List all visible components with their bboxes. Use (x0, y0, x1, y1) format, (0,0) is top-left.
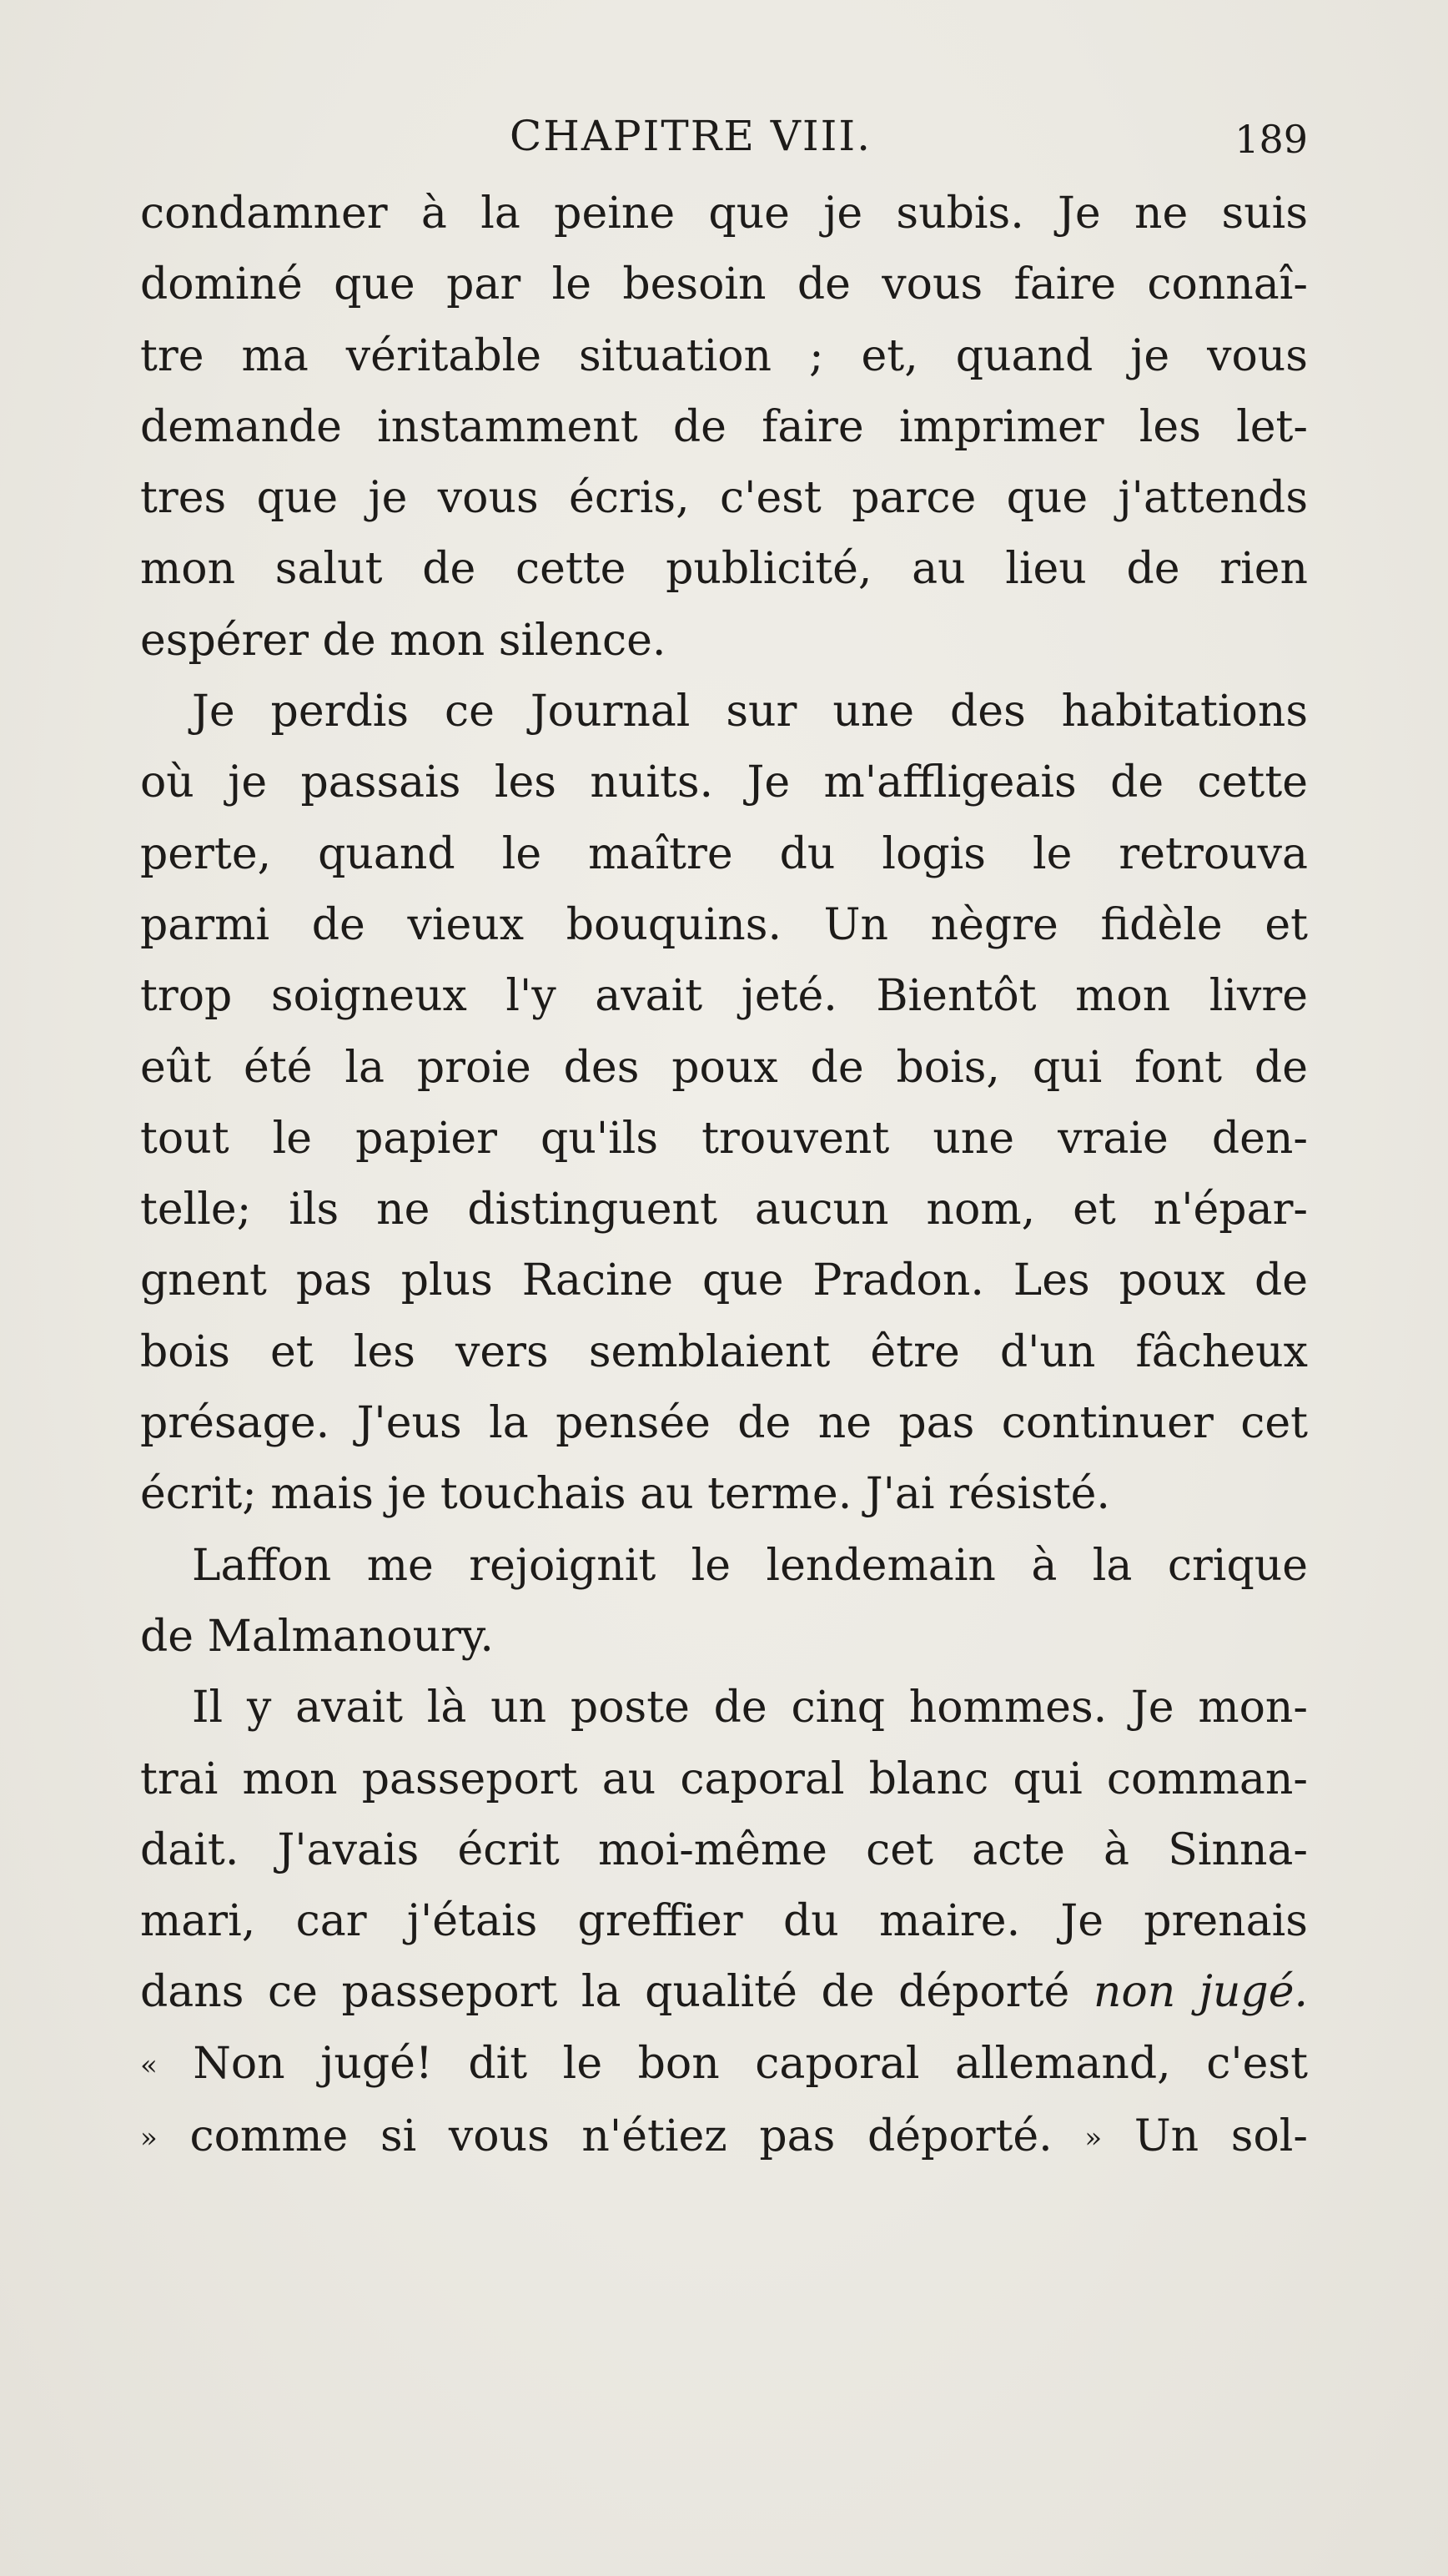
text-line: Laffon me rejoignit le lendemain à la crique (192, 1540, 1308, 1591)
running-title: CHAPITRE VIII. (509, 112, 872, 160)
text-line (140, 2101, 1308, 2174)
text-line: gnent pas plus Racine que Pradon. Les poux de (140, 1255, 1308, 1306)
text-segment: dans ce passeport la qualité de déporté (140, 1967, 1070, 2018)
text-line: demande instamment de faire imprimer les let- (140, 401, 1308, 452)
text-line: bois et les vers semblaient être d'un fâcheux (140, 1326, 1308, 1377)
text-line: espérer de mon silence. (140, 615, 666, 666)
closing-guillemet: » (1084, 2121, 1103, 2156)
page-number: 189 (1234, 117, 1308, 162)
text-segment: Non jugé! dit le bon caporal allemand, c'est (193, 2038, 1308, 2089)
continuation-guillemet: » (140, 2121, 158, 2156)
text-line: tout le papier qu'ils trouvent une vraie den- (140, 1113, 1308, 1164)
text-segment: Un sol- (1134, 2111, 1308, 2162)
text-line: présage. J'eus la pensée de ne pas continuer cet (140, 1398, 1308, 1449)
italic-text: non jugé. (1093, 1967, 1309, 2018)
text-line: tres que je vous écris, c'est parce que j'attends (140, 473, 1308, 524)
text-line: trop soigneux l'y avait jeté. Bientôt mon livre (140, 971, 1308, 1022)
text-line: parmi de vieux bouquins. Un nègre fidèle et (140, 899, 1308, 950)
text-line: Je perdis ce Journal sur une des habitations (192, 687, 1308, 737)
text-line: où je passais les nuits. Je m'affligeais de cette (140, 757, 1308, 808)
text-line: dait. J'avais écrit moi-même cet acte à Sinna- (140, 1824, 1308, 1875)
text-line: condamner à la peine que je subis. Je ne suis (140, 189, 1308, 239)
text-line: tre ma véritable situation ; et, quand je vous (140, 330, 1308, 381)
text-line: trai mon passeport au caporal blanc qui comman- (140, 1753, 1308, 1804)
text-line: perte, quand le maître du logis le retrouva (140, 828, 1308, 879)
text-line: eût été la proie des poux de bois, qui font de (140, 1042, 1308, 1093)
body-text (140, 179, 1308, 2174)
opening-guillemet: « (140, 2048, 158, 2082)
text-segment: comme si vous n'étiez pas déporté. (189, 2111, 1053, 2162)
page-header (140, 107, 1308, 165)
text-line: mari, car j'étais greffier du maire. Je prenais (140, 1896, 1308, 1947)
text-line: telle; ils ne distinguent aucun nom, et n'épar- (140, 1185, 1308, 1235)
text-line: dominé que par le besoin de vous faire connaî- (140, 259, 1308, 310)
text-line (140, 1957, 1308, 2028)
text-line: mon salut de cette publicité, au lieu de rien (140, 544, 1308, 595)
text-line: écrit; mais je touchais au terme. J'ai résisté. (140, 1469, 1110, 1520)
text-line (140, 2029, 1308, 2101)
text-line: Il y avait là un poste de cinq hommes. Je mon- (192, 1683, 1308, 1733)
text-line: de Malmanoury. (140, 1611, 494, 1662)
